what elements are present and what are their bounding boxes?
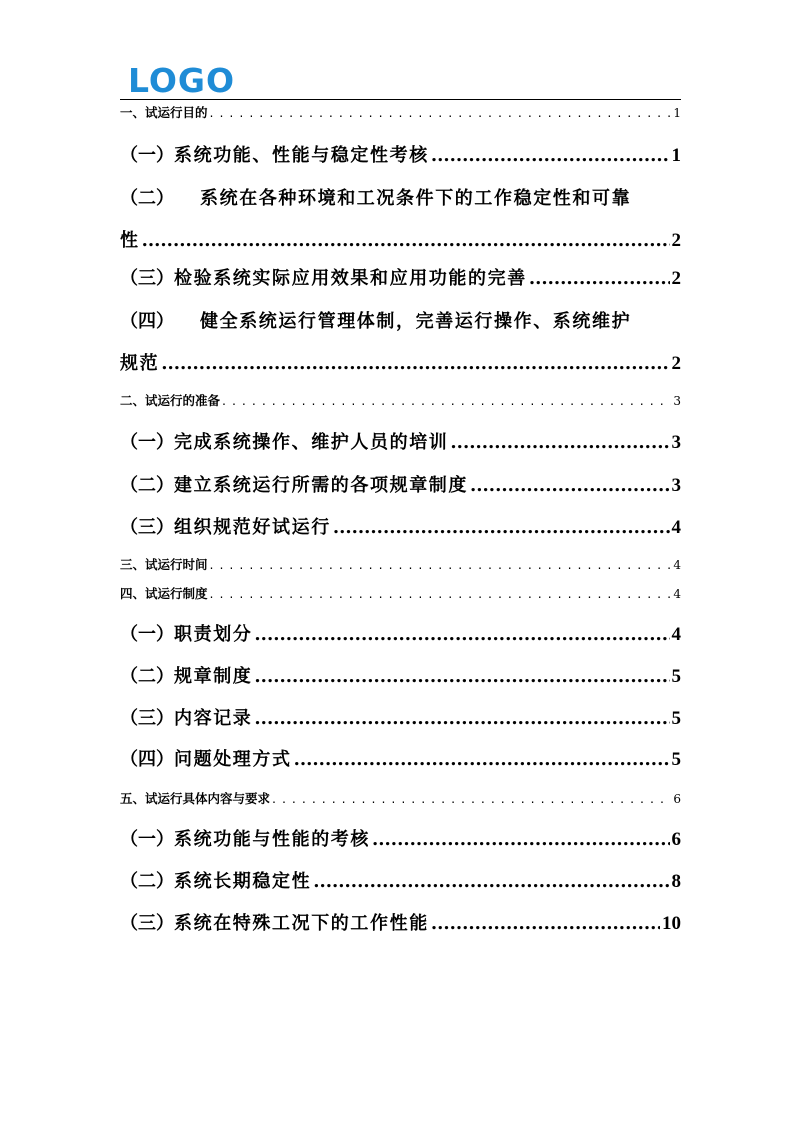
dot-leader bbox=[313, 871, 669, 892]
toc-entry-2-1[interactable] bbox=[120, 428, 681, 454]
dot-leader bbox=[161, 353, 669, 374]
toc-entry-number: （一） bbox=[120, 624, 174, 645]
toc-entry-2[interactable] bbox=[120, 391, 681, 409]
toc-entry-number: 二、 bbox=[120, 393, 146, 408]
dot-leader bbox=[333, 517, 670, 538]
toc-entry-title: 试运行目的 bbox=[145, 105, 208, 120]
toc-page-number: 4 bbox=[673, 587, 681, 601]
toc-entry-title: 系统在特殊工况下的工作性能 bbox=[174, 913, 429, 934]
toc-entry-number: 三、 bbox=[120, 557, 146, 572]
toc-entry-title: 组织规范好试运行 bbox=[174, 517, 331, 538]
toc-entry-title: 完成系统操作、维护人员的培训 bbox=[174, 432, 449, 453]
toc-entry-number: （二） bbox=[120, 475, 174, 496]
toc-entry-1-1[interactable] bbox=[120, 141, 681, 167]
toc-entry-number: （四） bbox=[120, 311, 174, 332]
toc-entry-title: 试运行制度 bbox=[145, 586, 208, 601]
dot-leader bbox=[222, 393, 671, 408]
logo-text: LOGO bbox=[128, 62, 236, 98]
toc-entry-1-3[interactable] bbox=[120, 264, 681, 290]
toc-entry-title: 职责划分 bbox=[174, 624, 253, 645]
dot-leader bbox=[142, 230, 670, 251]
toc-entry-title-continued: 性 bbox=[120, 230, 140, 251]
dot-leader bbox=[254, 666, 669, 687]
toc-entry-4-4[interactable] bbox=[120, 745, 681, 771]
toc-entry-number: 一、 bbox=[120, 105, 146, 120]
dot-leader bbox=[254, 708, 669, 729]
toc-entry-4-2[interactable] bbox=[120, 662, 681, 688]
toc-entry-2-2[interactable] bbox=[120, 471, 681, 497]
dot-leader bbox=[431, 145, 670, 166]
toc-entry-title: 健全系统运行管理体制，完善运行操作、系统维护 bbox=[200, 311, 632, 332]
toc-entry-title: 系统功能、性能与稳定性考核 bbox=[174, 145, 429, 166]
toc-entry-number: （四） bbox=[120, 749, 174, 770]
toc-page-number: 2 bbox=[671, 268, 681, 289]
toc-page-number: 6 bbox=[671, 829, 681, 850]
toc-entry-5-1[interactable] bbox=[120, 825, 681, 851]
toc-page-number: 5 bbox=[671, 708, 681, 729]
toc-entry-number: （二） bbox=[120, 666, 174, 687]
toc-entry-title: 检验系统实际应用效果和应用功能的完善 bbox=[174, 268, 527, 289]
toc-page-number: 5 bbox=[671, 666, 681, 687]
toc-entry-1-2-line2[interactable] bbox=[120, 226, 681, 252]
toc-entry-number: （二） bbox=[120, 871, 174, 892]
toc-entry-1-4-line1[interactable] bbox=[120, 307, 681, 333]
toc-entry-4-1[interactable] bbox=[120, 620, 681, 646]
toc-entry-5-3[interactable] bbox=[120, 909, 681, 935]
toc-page-number: 1 bbox=[673, 106, 681, 120]
header-rule bbox=[120, 99, 681, 100]
toc-entry-number: （三） bbox=[120, 913, 174, 934]
toc-page-number: 1 bbox=[671, 145, 681, 166]
toc-entry-1-4-line2[interactable] bbox=[120, 349, 681, 375]
toc-entry-title: 建立系统运行所需的各项规章制度 bbox=[174, 475, 468, 496]
toc-page-number: 3 bbox=[671, 475, 681, 496]
toc-entry-4-3[interactable] bbox=[120, 704, 681, 730]
toc-entry-4[interactable] bbox=[120, 584, 681, 602]
toc-page-number: 2 bbox=[671, 230, 681, 251]
dot-leader bbox=[470, 475, 670, 496]
toc-page-number: 3 bbox=[673, 394, 681, 408]
toc-entry-title: 问题处理方式 bbox=[174, 749, 292, 770]
dot-leader bbox=[254, 624, 669, 645]
toc-entry-number: （三） bbox=[120, 268, 174, 289]
dot-leader bbox=[210, 105, 672, 120]
dot-leader bbox=[529, 268, 670, 289]
toc-entry-number: （一） bbox=[120, 829, 174, 850]
toc-entry-2-3[interactable] bbox=[120, 513, 681, 539]
toc-entry-number: （一） bbox=[120, 145, 174, 166]
toc-page-number: 2 bbox=[671, 353, 681, 374]
toc-entry-title: 系统长期稳定性 bbox=[174, 871, 312, 892]
dot-leader bbox=[210, 557, 672, 572]
toc-entry-5[interactable] bbox=[120, 789, 681, 807]
toc-entry-number: 五、 bbox=[120, 791, 146, 806]
dot-leader bbox=[210, 586, 672, 601]
toc-entry-title: 试运行具体内容与要求 bbox=[145, 791, 271, 806]
toc-entry-1-2-line1[interactable] bbox=[120, 184, 681, 210]
toc-page-number: 4 bbox=[673, 558, 681, 572]
toc-entry-number: 四、 bbox=[120, 586, 146, 601]
dot-leader bbox=[372, 829, 670, 850]
toc-entry-title: 系统功能与性能的考核 bbox=[174, 829, 370, 850]
dot-leader bbox=[431, 913, 660, 934]
toc-page-number: 4 bbox=[671, 624, 681, 645]
toc-page-number: 6 bbox=[673, 792, 681, 806]
toc-entry-title: 系统在各种环境和工况条件下的工作稳定性和可靠 bbox=[200, 188, 632, 209]
toc-entry-title: 规章制度 bbox=[174, 666, 253, 687]
toc-entry-number: （一） bbox=[120, 432, 174, 453]
dot-leader bbox=[272, 791, 671, 806]
logo-graphic bbox=[128, 62, 238, 98]
toc-entry-number: （二） bbox=[120, 188, 174, 209]
toc-page-number: 10 bbox=[662, 913, 681, 934]
toc-entry-number: （三） bbox=[120, 708, 174, 729]
logo bbox=[128, 62, 238, 98]
dot-leader bbox=[294, 749, 670, 770]
toc-page-number: 5 bbox=[671, 749, 681, 770]
toc-page-number: 3 bbox=[671, 432, 681, 453]
toc-entry-title-continued: 规范 bbox=[120, 353, 160, 374]
toc-entry-1[interactable] bbox=[120, 103, 681, 121]
toc-entry-title: 内容记录 bbox=[174, 708, 253, 729]
toc-entry-title: 试运行时间 bbox=[145, 557, 208, 572]
toc-page-number: 4 bbox=[671, 517, 681, 538]
toc-entry-title: 试运行的准备 bbox=[145, 393, 221, 408]
dot-leader bbox=[450, 432, 669, 453]
toc-entry-number: （三） bbox=[120, 517, 174, 538]
toc-entry-3[interactable] bbox=[120, 555, 681, 573]
toc-entry-5-2[interactable] bbox=[120, 867, 681, 893]
toc-page-number: 8 bbox=[671, 871, 681, 892]
